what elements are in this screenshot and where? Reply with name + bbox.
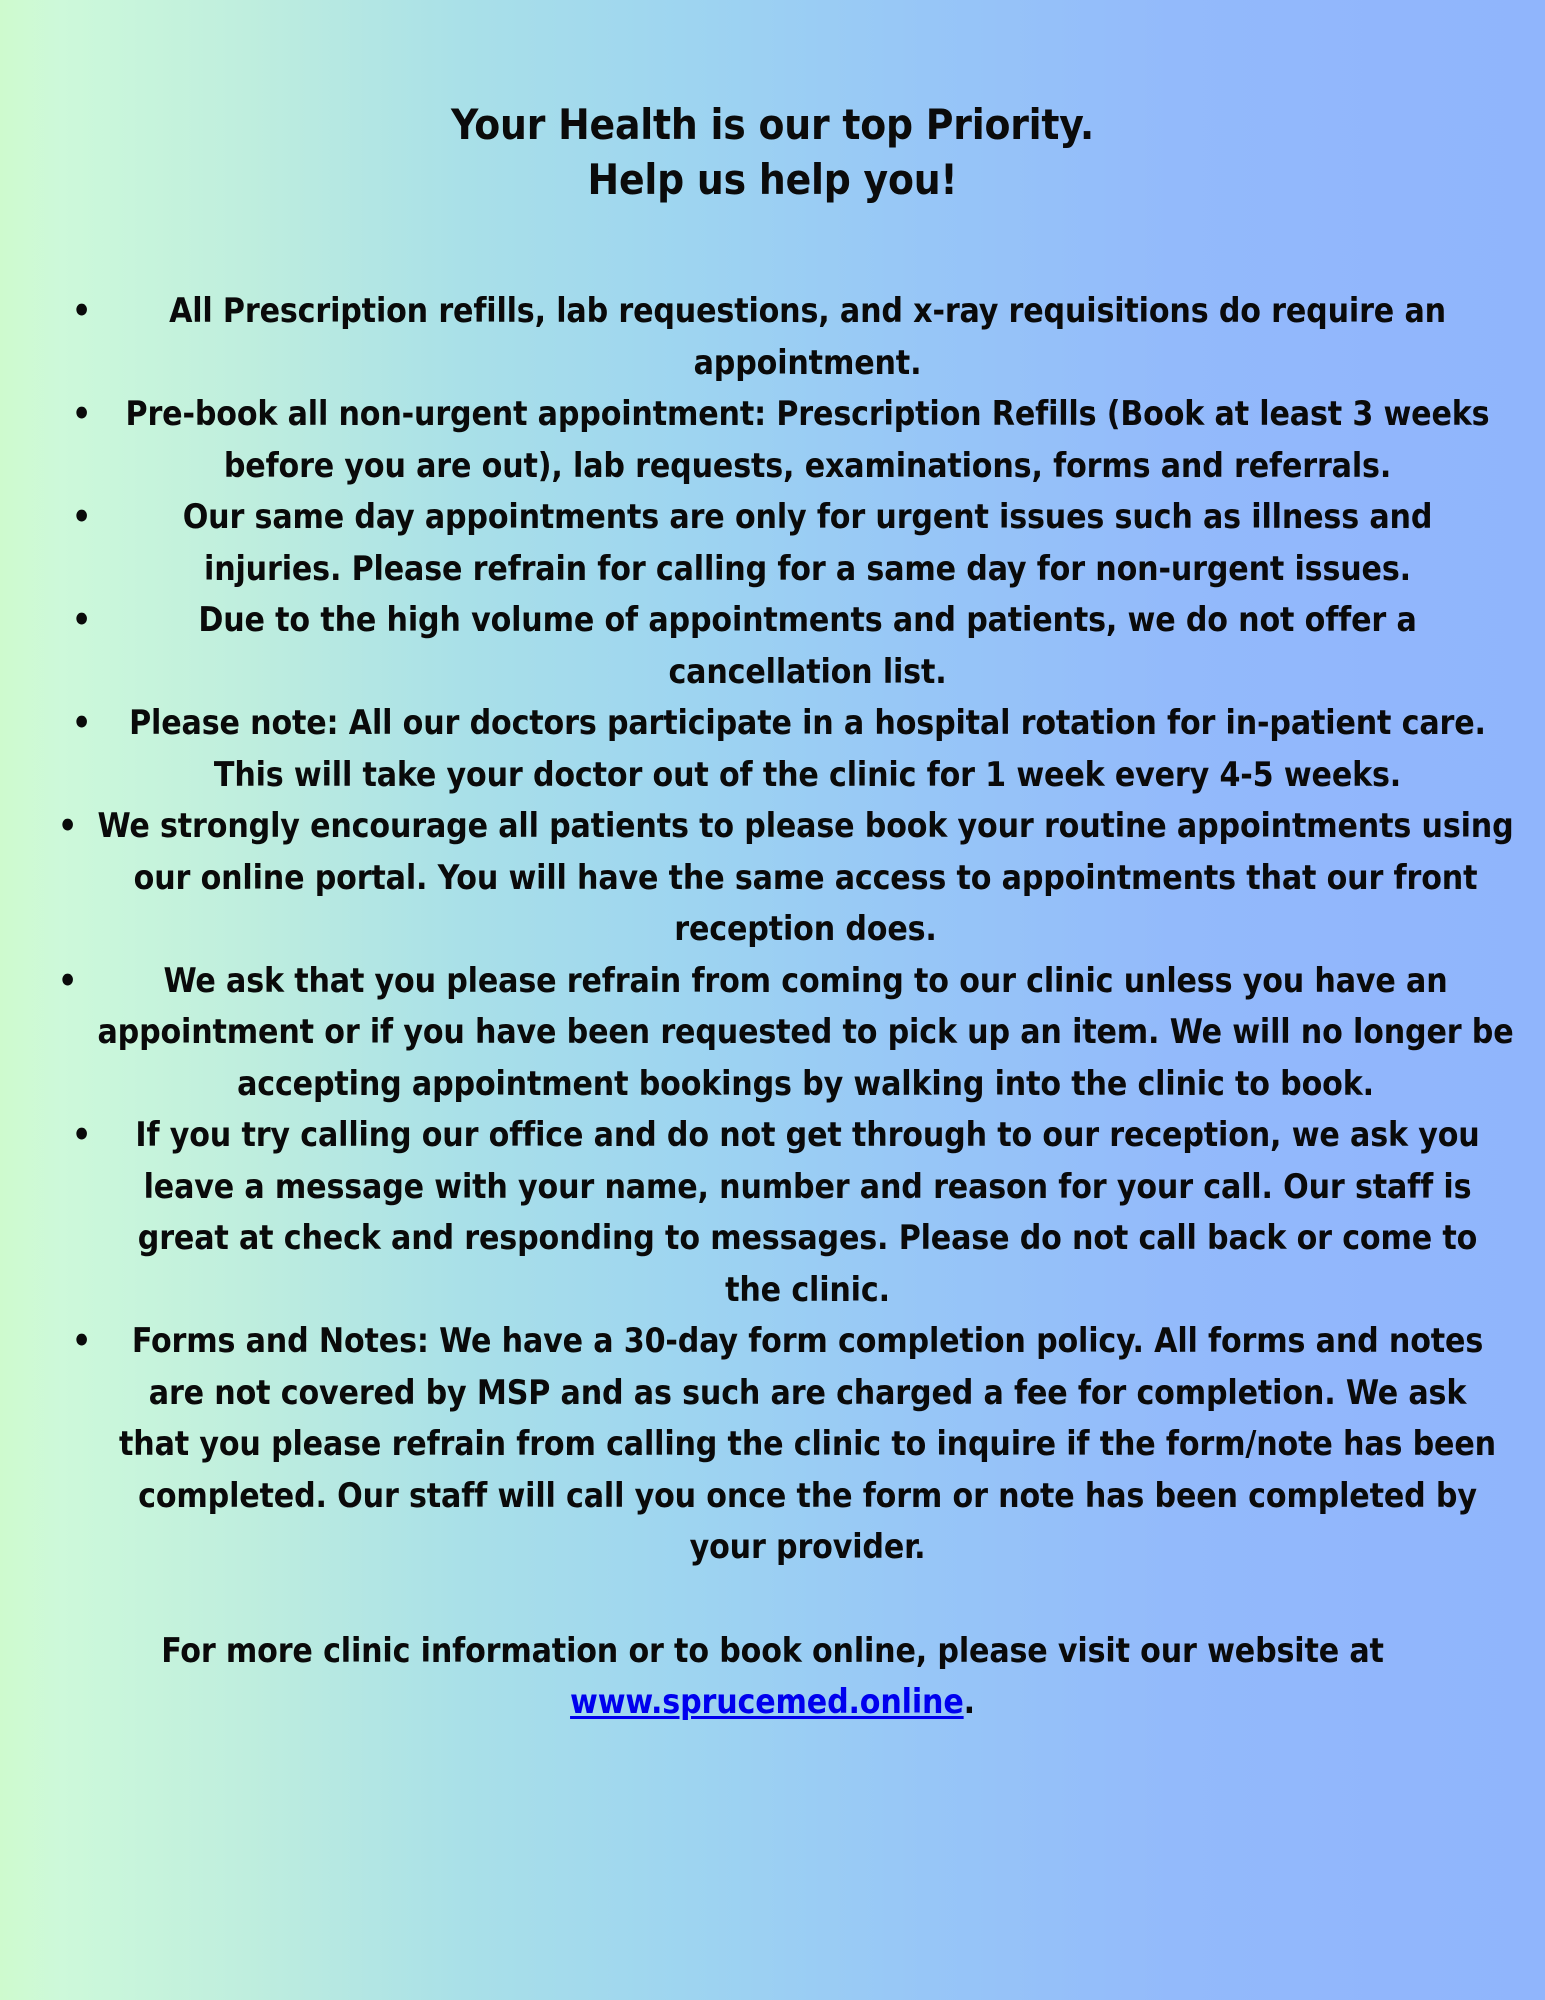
list-item-text: Our same day appointments are only for urgent issues such as illness and injuries. Please refrain for calling for a same day for non-urgent issues. (182, 497, 1433, 588)
list-item-text: Forms and Notes: We have a 30-day form completion policy. All forms and notes are not covered by MSP and as such are charged a fee for completion. We ask that you please refrain from calling the clinic to inquire if the form/note has been completed. Our staff will call you once the form or note has been completed by your provider. (119, 1321, 1496, 1567)
footer-line-2 (80, 1676, 1465, 1728)
bullet-icon: • (72, 1321, 92, 1361)
footer-line-1: For more clinic information or to book online, please visit our website at (161, 1630, 1384, 1670)
footer-note (0, 1625, 1545, 1728)
bullet-icon: • (72, 1115, 92, 1155)
page-title (0, 0, 1545, 207)
bullet-icon: • (72, 703, 92, 743)
list-item (0, 491, 1545, 594)
list-item (0, 800, 1545, 955)
bullet-icon: • (58, 806, 78, 846)
list-item (0, 388, 1545, 491)
list-item-text: Please note: All our doctors participate in a hospital rotation for in-patient care. This will take your doctor out of the clinic for 1 week every 4-5 weeks. (129, 703, 1486, 794)
title-spacer (0, 207, 1545, 285)
website-link[interactable]: www.sprucemed.online (570, 1682, 964, 1722)
bullet-icon: • (72, 291, 92, 331)
bullet-icon: • (72, 497, 92, 537)
bullet-icon: • (72, 600, 92, 640)
list-item (0, 1315, 1545, 1573)
list-item-text: If you try calling our office and do not get through to our reception, we ask you leave a message with your name, number and reason for your call. Our staff is great at check and responding to messages. Please do not call back or come to the clinic. (135, 1115, 1480, 1309)
page-title-line-1: Your Health is our top Priority. (450, 100, 1095, 149)
list-item-text: Due to the high volume of appointments and patients, we do not offer a cancellation list. (198, 600, 1417, 691)
bullet-icon: • (72, 394, 92, 434)
list-item (0, 955, 1545, 1110)
page-title-line-2: Help us help you! (587, 154, 958, 204)
footer-period: . (963, 1682, 975, 1722)
list-item-text: We ask that you please refrain from coming to our clinic unless you have an appointment or if you have been requested to pick up an item. We will no longer be accepting appointment bookings by walking into the clinic to book. (97, 960, 1514, 1103)
list-item-text: We strongly encourage all patients to please book your routine appointments using our online portal. You will have the same access to appointments that our front reception does. (97, 806, 1514, 949)
list-item (0, 1109, 1545, 1315)
list-item (0, 697, 1545, 800)
list-item-text: Pre-book all non-urgent appointment: Prescription Refills (Book at least 3 weeks before you are out), lab requests, examinations, forms and referrals. (125, 394, 1490, 485)
list-item-text: All Prescription refills, lab requestions, and x-ray requisitions do require an appointment. (169, 291, 1446, 382)
policy-list (0, 285, 1545, 1573)
bullet-icon: • (58, 960, 78, 1000)
list-item (0, 285, 1545, 388)
list-item (0, 594, 1545, 697)
